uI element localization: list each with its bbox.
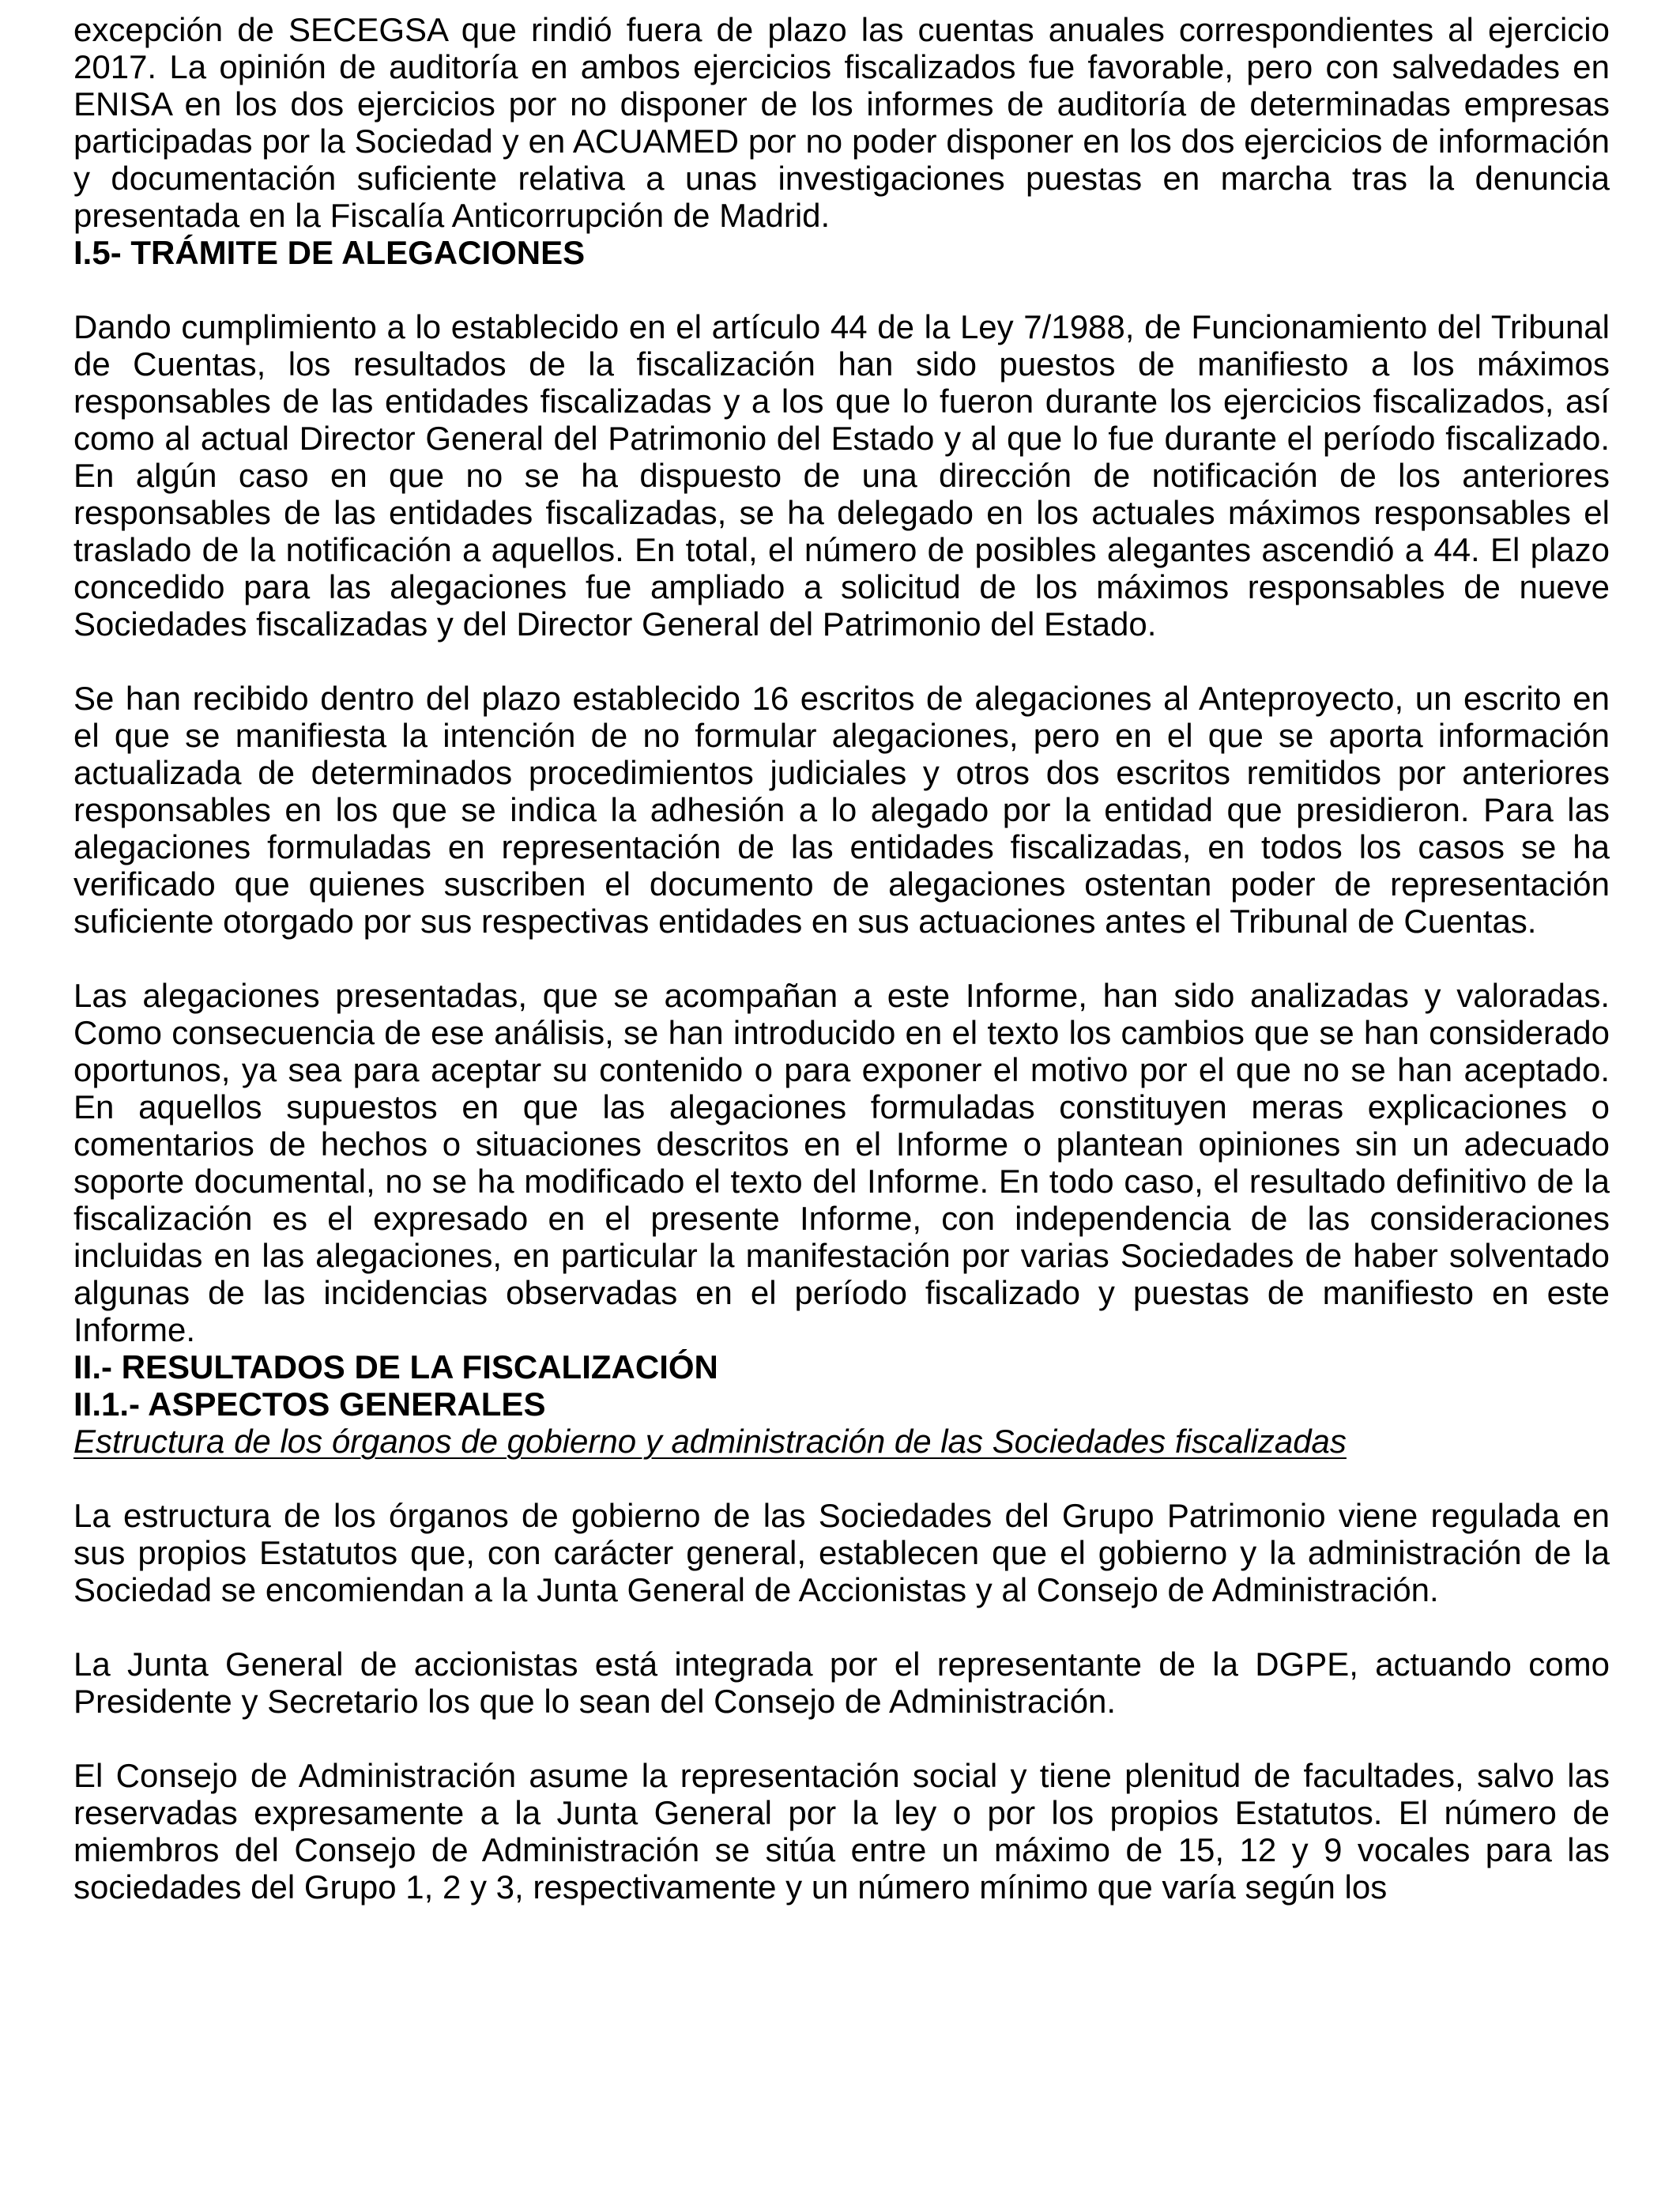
paragraph-analysis: Las alegaciones presentadas, que se acompañan a este Informe, han sido analizadas y valoradas. Como consecuencia de ese análisis, se han introducido en el texto los cambios que se han considerado oportunos, ya sea para aceptar su contenido o para exponer el motivo por el que no se han aceptado. En aquellos supuestos en que las alegaciones formuladas constituyen meras explicaciones o comentarios de hechos o situaciones descritos en el Informe o plantean opiniones sin un adecuado soporte documental, no se ha modificado el texto del Informe. En todo caso, el resultado definitivo de la fiscalización es el expresado en el presente Informe, con independencia de las consideraciones incluidas en las alegaciones, en particular la manifestación por varias Sociedades de haber solventado algunas de las incidencias observadas en el período fiscalizado y puestas de manifiesto en este Informe. <box>73 977 1610 1348</box>
subheading-estructura: Estructura de los órganos de gobierno y administración de las Sociedades fiscalizadas <box>73 1423 1347 1460</box>
heading-resultados: II.- RESULTADOS DE LA FISCALIZACIÓN <box>73 1348 718 1385</box>
document-page <box>73 11 1610 1906</box>
paragraph-received-allegations: Se han recibido dentro del plazo establecido 16 escritos de alegaciones al Anteproyecto, un escrito en el que se manifiesta la intención de no formular alegaciones, pero en el que se aporta información actualizada de determinados procedimientos judiciales y otros dos escritos remitidos por anteriores responsables en los que se indica la adhesión a lo alegado por la entidad que presidieron. Para las alegaciones formuladas en representación de las entidades fiscalizadas, en todos los casos se ha verificado que quienes suscriben el documento de alegaciones ostentan poder de representación suficiente otorgado por sus respectivas entidades en sus actuaciones antes el Tribunal de Cuentas. <box>73 680 1610 940</box>
paragraph-audit-opinion: excepción de SECEGSA que rindió fuera de plazo las cuentas anuales correspondientes al ejercicio 2017. La opinión de auditoría en ambos ejercicios fiscalizados fue favorable, pero con salvedades en ENISA en los dos ejercicios por no disponer de los informes de auditoría de determinadas empresas participadas por la Sociedad y en ACUAMED por no poder disponer en los dos ejercicios de información y documentación suficiente relativa a unas investigaciones puestas en marcha tras la denuncia presentada en la Fiscalía Anticorrupción de Madrid. <box>73 11 1610 234</box>
heading-aspectos-generales: II.1.- ASPECTOS GENERALES <box>73 1385 546 1423</box>
heading-tramite-alegaciones: I.5- TRÁMITE DE ALEGACIONES <box>73 234 586 271</box>
paragraph-junta-general: La Junta General de accionistas está integrada por el representante de la DGPE, actuando como Presidente y Secretario los que lo sean del Consejo de Administración. <box>73 1646 1610 1720</box>
paragraph-consejo: El Consejo de Administración asume la representación social y tiene plenitud de facultades, salvo las reservadas expresamente a la Junta General por la ley o por los propios Estatutos. El número de miembros del Consejo de Administración se sitúa entre un máximo de 15, 12 y 9 vocales para las sociedades del Grupo 1, 2 y 3, respectivamente y un número mínimo que varía según los <box>73 1757 1610 1906</box>
paragraph-notification: Dando cumplimiento a lo establecido en el artículo 44 de la Ley 7/1988, de Funcionamiento del Tribunal de Cuentas, los resultados de la fiscalización han sido puestos de manifiesto a los máximos responsables de las entidades fiscalizadas y a los que lo fueron durante los ejercicios fiscalizados, así como al actual Director General del Patrimonio del Estado y al que lo fue durante el período fiscalizado. En algún caso en que no se ha dispuesto de una dirección de notificación de los anteriores responsables de las entidades fiscalizadas, se ha delegado en los actuales máximos responsables el traslado de la notificación a aquellos. En total, el número de posibles alegantes ascendió a 44. El plazo concedido para las alegaciones fue ampliado a solicitud de los máximos responsables de nueve Sociedades fiscalizadas y del Director General del Patrimonio del Estado. <box>73 308 1610 643</box>
paragraph-estructura: La estructura de los órganos de gobierno de las Sociedades del Grupo Patrimonio viene regulada en sus propios Estatutos que, con carácter general, establecen que el gobierno y la administración de la Sociedad se encomiendan a la Junta General de Accionistas y al Consejo de Administración. <box>73 1497 1610 1608</box>
